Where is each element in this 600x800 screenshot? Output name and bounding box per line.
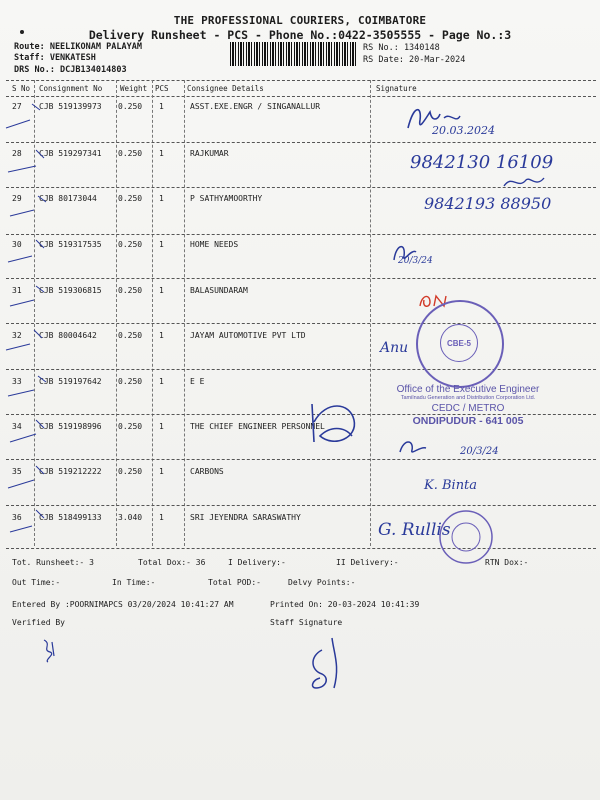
barcode [230,42,356,66]
row-sno: 36 [12,513,22,522]
row-pcs: 1 [159,149,164,158]
col-header-pcs: PCS [155,84,169,93]
row-consignment: CJB 519297341 [39,149,102,158]
printed-on: Printed On: 20-03-2024 10:41:39 [270,600,420,609]
row-consignee: RAJKUMAR [190,149,229,158]
row-divider [6,505,596,506]
row-weight: 0.250 [118,194,143,203]
row-consignment: CJB 518499133 [39,513,102,522]
row-sno: 34 [12,422,22,431]
col-sep [370,80,371,546]
office-stamp-line1: Office of the Executive Engineer [396,384,540,395]
row-divider [6,278,596,279]
signature-30-date: 20/3/24 [398,256,433,266]
signature-28-scribble [500,172,550,192]
row-weight: 0.250 [118,286,143,295]
round-stamp-center: CBE-5 [440,324,478,362]
col-header-weight: Weight [120,84,148,93]
row-divider [6,548,596,549]
row-weight: 3.040 [118,513,143,522]
company-title: THE PROFESSIONAL COURIERS, COIMBATORE [173,14,427,27]
col-sep [116,80,117,546]
row-consignment: CJB 519197642 [39,377,102,386]
row-consignment: CJB 80004642 [39,331,97,340]
executive-engineer-stamp [388,384,548,427]
verified-by: Verified By [12,618,65,627]
row-sno: 28 [12,149,22,158]
delivery-points: Delvy Points:- [288,578,356,587]
row-pcs: 1 [159,377,164,386]
row-consignee: BALASUNDARAM [190,286,248,295]
row-consignment: CJB 519139973 [39,102,102,111]
signature-32: Anu [380,340,409,356]
col-header-signature: Signature [376,84,417,93]
out-time: Out Time:- [12,578,61,587]
row-consignment: CJB 519306815 [39,286,102,295]
signature-35: K. Binta [424,478,478,493]
header-top-rule [6,80,596,81]
i-delivery: I Delivery:- [228,558,286,567]
row-weight: 0.250 [118,467,143,476]
row-divider [6,459,596,460]
office-stamp-line3: CEDC / METRO [431,403,505,414]
entered-by: Entered By :POORNIMAPCS 03/20/2024 10:41:27 AM [12,600,234,609]
row-pcs: 1 [159,513,164,522]
signature-29-phone: 9842193 88950 [424,194,552,213]
ii-delivery: II Delivery:- [336,558,399,567]
row-pcs: 1 [159,467,164,476]
signature-34-date: 20/3/24 [460,446,499,457]
route-label: Route: NEELIKONAM PALAYAM [14,42,142,52]
row-weight: 0.250 [118,149,143,158]
col-header-consignee: Consignee Details [187,84,264,93]
row-consignment: CJB 519198996 [39,422,102,431]
row-divider [6,369,596,370]
signature-34-scribble [300,396,370,452]
pen-tick-marks [0,96,60,548]
row-sno: 32 [12,331,22,340]
row-consignment: CJB 519212222 [39,467,102,476]
col-sep [152,80,153,546]
row-weight: 0.250 [118,102,143,111]
total-pod: Total POD:- [208,578,261,587]
col-sep [184,80,185,546]
signature-28-phone: 9842130 16109 [410,152,554,173]
signature-34 [396,436,436,458]
row-weight: 0.250 [118,377,143,386]
office-stamp-line4: ONDIPUDUR - 641 005 [412,415,524,427]
row-consignment: CJB 80173044 [39,194,97,203]
row-sno: 30 [12,240,22,249]
row-pcs: 1 [159,194,164,203]
rtn-dox: RTN Dox:- [485,558,529,567]
row-pcs: 1 [159,102,164,111]
row-sno: 33 [12,377,22,386]
row-divider [6,323,596,324]
in-time: In Time:- [112,578,156,587]
col-header-sno: S No [12,84,31,93]
header-bottom-rule [6,96,596,97]
row-pcs: 1 [159,422,164,431]
staff-label: Staff: VENKATESH [14,53,96,63]
row-weight: 0.250 [118,422,143,431]
col-header-consignment: Consignment No [39,84,103,93]
row-sno: 27 [12,102,22,111]
row-sno: 31 [12,286,22,295]
row-consignment: CJB 519317535 [39,240,102,249]
drs-label: DRS No.: DCJB134014803 [14,65,127,75]
total-dox: Total Dox:- 36 [138,558,206,567]
row-weight: 0.250 [118,240,143,249]
row-consignee: JAYAM AUTOMOTIVE PVT LTD [190,331,306,340]
rs-date: RS Date: 20-Mar-2024 [363,55,466,65]
row-pcs: 1 [159,240,164,249]
row-consignee: THE CHIEF ENGINEER PERSONNEL [190,422,325,431]
row-consignee: ASST.EXE.ENGR / SINGANALLUR [190,102,321,111]
row-consignee: CARBONS [190,467,224,476]
round-office-stamp [416,300,504,388]
row-consignee: P SATHYAMOORTHY [190,194,263,203]
staff-signature-mark [300,630,360,692]
row-pcs: 1 [159,286,164,295]
total-runsheet: Tot. Runsheet:- 3 [12,558,94,567]
signature-27-date: 20.03.2024 [432,124,495,137]
row-consignee: HOME NEEDS [190,240,239,249]
rs-number: RS No.: 1340148 [363,43,440,53]
signature-27 [400,98,520,144]
verified-by-signature [38,636,62,664]
signature-36: G. Rullis [378,520,451,540]
staff-signature-label: Staff Signature [270,618,343,627]
row-sno: 29 [12,194,22,203]
row-divider [6,234,596,235]
row-pcs: 1 [159,331,164,340]
row-sno: 35 [12,467,22,476]
runsheet-title: Delivery Runsheet - PCS - Phone No.:0422-3505555 - Page No.:3 [88,28,512,42]
row-consignee: SRI JEYENDRA SARASWATHY [190,513,301,522]
row-consignee: E E [190,377,205,386]
row-weight: 0.250 [118,331,143,340]
office-stamp-line2: Tamilnadu Generation and Distribution Corporation Ltd. [400,395,536,401]
